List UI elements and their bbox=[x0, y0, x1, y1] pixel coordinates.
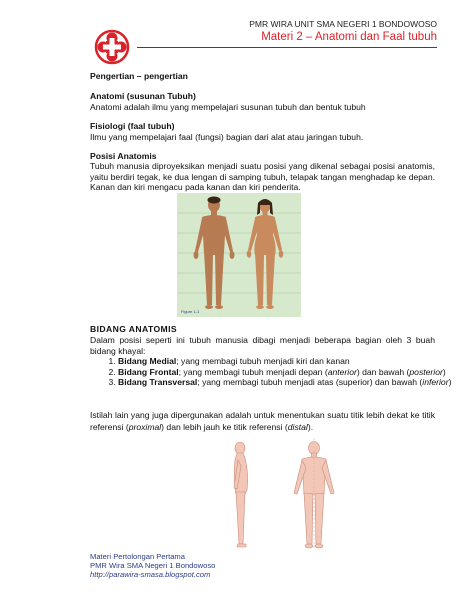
header-divider bbox=[137, 47, 437, 48]
list-item bbox=[118, 367, 453, 378]
plane-description: ; yang membagi tubuh menjadi kiri dan kanan bbox=[176, 356, 350, 366]
red-cross-logo-icon bbox=[92, 27, 132, 67]
reference-text bbox=[90, 409, 435, 433]
plane-term: Bidang Transversal bbox=[118, 377, 198, 388]
plane-term-inferior: inferior bbox=[422, 377, 449, 388]
plane-description: ; yang membagi tubuh menjadi atas (superior) dan bawah ( bbox=[197, 377, 423, 388]
physiology-text: Ilmu yang mempelajari faal (fungsi) bagian dari alat atau jaringan tubuh. bbox=[90, 132, 364, 142]
anatomical-position-figure bbox=[177, 193, 301, 317]
plane-description: ) bbox=[448, 377, 452, 388]
planes-heading: BIDANG ANATOMIS bbox=[90, 324, 178, 334]
section-title: Pengertian – pengertian bbox=[90, 71, 188, 81]
header-title: Materi 2 – Anatomi dan Faal tubuh bbox=[261, 31, 437, 43]
plane-term: Bidang Medial bbox=[118, 356, 177, 366]
plane-description: ) dan bawah ( bbox=[356, 366, 410, 377]
reference-text-part: Istilah lain yang juga dipergunakan adalah untuk menentukan suatu titik lebih dekat ke titik referensi ( bbox=[90, 410, 435, 432]
list-item bbox=[118, 377, 453, 388]
planes-list bbox=[100, 356, 453, 388]
plane-term-anterior: anterior bbox=[327, 366, 357, 377]
physiology-heading: Fisiologi (faal tubuh) bbox=[90, 121, 175, 131]
term-proximal: proximal bbox=[128, 422, 162, 432]
list-item bbox=[118, 356, 453, 367]
plane-description: ) bbox=[442, 366, 446, 377]
anatomy-text: Anatomi adalah ilmu yang mempelajari susunan tubuh dan bentuk tubuh bbox=[90, 102, 366, 112]
reference-text-part: ). bbox=[307, 422, 314, 432]
header-organization: PMR WIRA UNIT SMA NEGERI 1 BONDOWOSO bbox=[249, 19, 437, 29]
position-heading: Posisi Anatomis bbox=[90, 151, 157, 161]
position-text: Tubuh manusia diproyeksikan menjadi suatu posisi yang dikenal sebagai posisi anatomis, yaitu berdiri tegak, ke dua lengan di samping tubuh, telapak tangan menghadap ke depan. Kanan dan kiri mengacu pada kanan dan kiri penderita. bbox=[90, 161, 435, 193]
plane-term-posterior: posterior bbox=[409, 366, 443, 377]
figure-caption: Figure 1-1 bbox=[181, 309, 200, 314]
footer-course: Materi Pertolongan Pertama bbox=[90, 552, 185, 561]
anatomy-heading: Anatomi (susunan Tubuh) bbox=[90, 91, 196, 101]
body-planes-figure bbox=[218, 438, 348, 550]
reference-text-part: ) dan lebih jauh ke titik referensi ( bbox=[161, 422, 288, 432]
footer-blog-link[interactable]: http://parawira-smasa.blogspot.com bbox=[90, 570, 211, 579]
footer-organization: PMR Wira SMA Negeri 1 Bondowoso bbox=[90, 561, 216, 570]
plane-term: Bidang Frontal bbox=[118, 366, 179, 377]
term-distal: distal bbox=[287, 422, 308, 432]
plane-description: ; yang membagi tubuh menjadi depan ( bbox=[178, 366, 328, 377]
planes-intro: Dalam posisi seperti ini tubuh manusia dibagi menjadi beberapa bagian oleh 3 buah bidang khayal: bbox=[90, 335, 435, 356]
